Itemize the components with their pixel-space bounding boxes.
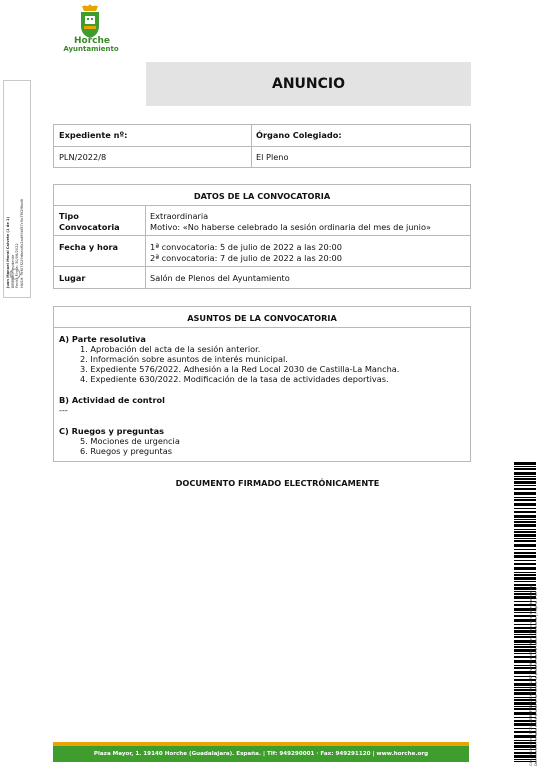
signer-name: Juan Manuel Moral Calvete (1 de 1) [6,216,10,288]
lugar-value: Salón de Plenos del Ayuntamiento [150,273,290,283]
expediente-label: Expediente nº: [59,130,128,140]
footer-bar [53,746,469,762]
convocatoria-label: Convocatoria [59,222,120,232]
tipo-value: Extraordinaria [150,211,209,221]
list-item: 4. Expediente 630/2022. Modificación de la tasa de actividades deportivas. [80,374,389,384]
parte-b-value: --- [59,405,68,415]
organo-label: Órgano Colegiado: [256,130,342,140]
expediente-box [53,124,471,168]
motivo-value: Motivo: «No haberse celebrado la sesión ordinaria del mes de junio» [150,222,431,232]
divider [54,146,470,147]
asuntos-convocatoria-box [53,306,471,462]
footer-contact: Plaza Mayor, 1. 19140 Horche (Guadalajara). España. | Tlf: 949290001 · Fax: 949291120 | www.horche.org [93,751,429,757]
list-item: 1. Aprobación del acta de la sesión anterior. [80,344,261,354]
parte-a-heading: A) Parte resolutiva [59,334,146,344]
logo-name: Horche [74,36,110,46]
datos-section-title: DATOS DE LA CONVOCATORIA [193,191,331,201]
list-item: 3. Expediente 576/2022. Adhesión a la Red Local 2030 de Castilla-La Mancha. [80,364,400,374]
divider [251,125,252,167]
parte-c-heading: C) Ruegos y preguntas [59,426,164,436]
list-item: 5. Mociones de urgencia [80,436,180,446]
divider [54,235,470,236]
divider [54,266,470,267]
asuntos-section-title: ASUNTOS DE LA CONVOCATORIA [187,313,337,323]
signature-strip-text [6,78,24,288]
logo-subtitle: Ayuntamiento [63,45,119,53]
segunda-convocatoria: 2ª convocatoria: 7 de julio de 2022 a las 20:00 [150,253,342,263]
divider [54,205,470,206]
divider [145,205,146,288]
primera-convocatoria: 1ª convocatoria: 5 de julio de 2022 a las 20:00 [150,242,342,252]
barcode-stripe [514,462,536,465]
page-title: ANUNCIO [271,76,346,92]
tipo-label: Tipo [59,211,79,221]
signer-role: Alcalde-Presidente [10,254,15,288]
validation-code: Cód. Validación: 9FZ4A4ER3FTNX7JLXAYHEKASF | Verificación: https://horche.sedelectronica.es/ [528,584,533,766]
lugar-label: Lugar [59,273,86,283]
parte-b-heading: B) Actividad de control [59,395,165,405]
expediente-value: PLN/2022/8 [59,152,107,162]
datos-convocatoria-box [53,184,471,289]
espublico-icon [8,266,22,290]
divider [54,327,470,328]
organo-value: El Pleno [256,152,289,162]
platform-note: Documento firmado electrónicamente desde la plataforma esPublico Gestiona | Página 1 de 1 [533,587,539,766]
signature-date: Fecha Firma: 30/06/2022 [15,243,20,288]
firma-notice: DOCUMENTO FIRMADO ELECTRÓNICAMENTE [175,478,380,488]
list-item: 6. Ruegos y preguntas [80,446,172,456]
signature-hash: HASH: 9cf07f229dbeb6b2ad99bf57c9b7f92f6bd8 [19,199,24,288]
validation-text [528,466,538,766]
title-banner [146,62,471,106]
fecha-label: Fecha y hora [59,242,119,252]
list-item: 2. Información sobre asuntos de interés municipal. [80,354,288,364]
